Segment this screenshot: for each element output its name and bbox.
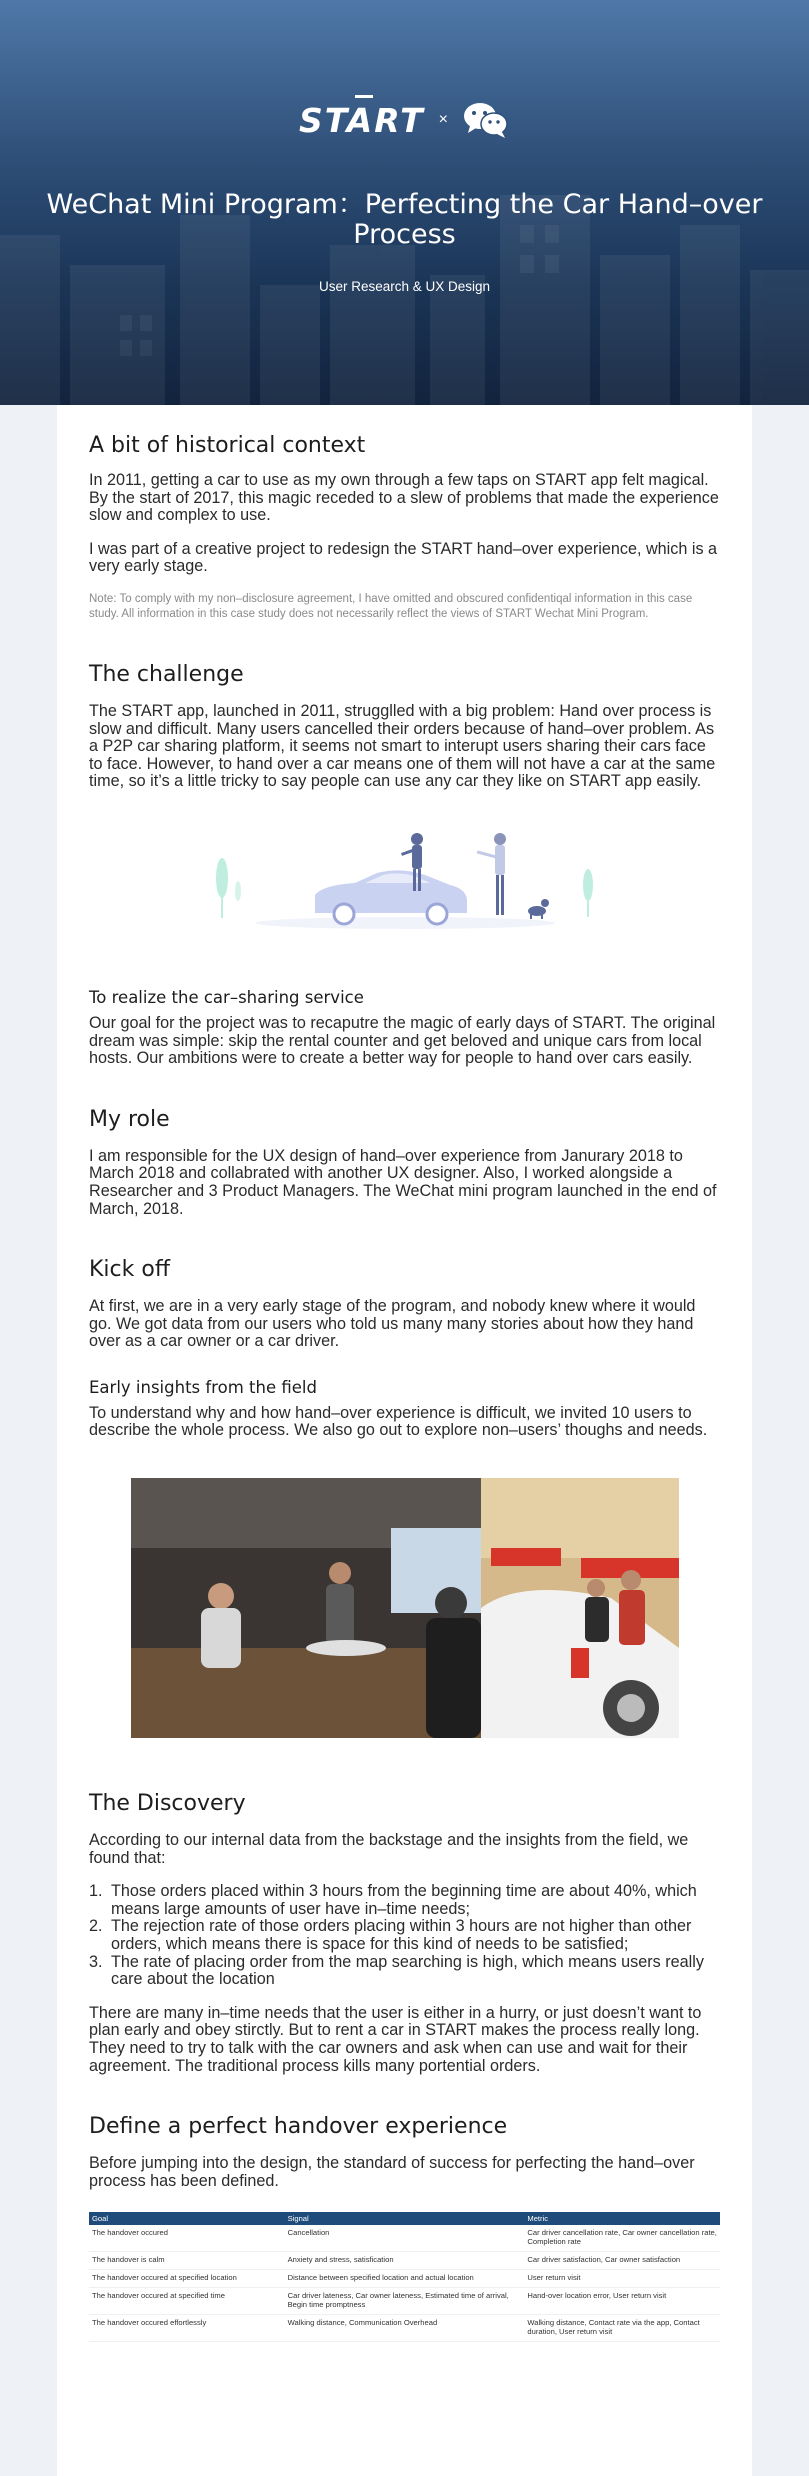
challenge-paragraph: The START app, launched in 2011, strugglled with a big problem: Hand over process is slow and difficult. Many users cancelled their orders because of hand–over problem. As a P2P car sharing platform, it seems not smart to interupt users sharing their cars face to face. However, to hand over a car means one of them will not have a car at the same time, so it’s a little tricky to say people can use any car they like on START app easily.	[89, 701, 716, 791]
field-research-photos	[131, 1478, 679, 1738]
user-interview-photo	[131, 1478, 481, 1738]
success-metrics-table	[89, 2212, 720, 2342]
kickoff-paragraph: At first, we are in a very early stage of the program, and nobody knew where it would go. We got data from our users who told us many many stories about how they hand over as a car owner or a car driver.	[89, 1297, 696, 1351]
section-heading-define: Define a perfect handover experience	[89, 2114, 508, 2140]
page-subtitle: User Research & UX Design	[318, 279, 491, 294]
logo-row	[0, 100, 809, 140]
column-header-metric: Metric	[524, 2212, 720, 2225]
table-header-row	[89, 2212, 720, 2225]
car-illustration	[315, 870, 467, 924]
goal-paragraph: Our goal for the project was to recaputre the magic of early days of START. The original dream was simple: skip the rental counter and get beloved and unique cars from local hosts. Our ambitions were to create a better way for people to hand over cars easily.	[89, 1013, 716, 1068]
page-title: WeChat Mini Program：Perfecting the Car Hand–over Process	[46, 189, 763, 250]
table-row: The handover occured at specified time Car driver lateness, Car owner lateness, Estimated time of arrival, Begin time promptness Hand-over location error, User return visit	[89, 2288, 720, 2315]
section-heading-goal: To realize the car–sharing service	[89, 987, 364, 1007]
dog-icon	[528, 899, 549, 919]
column-header-signal: Signal	[285, 2212, 525, 2225]
discovery-intro: According to our internal data from the backstage and the insights from the field, we found that:	[89, 1831, 689, 1867]
hero-banner	[0, 0, 809, 405]
context-paragraph-2: I was part of a creative project to redesign the START hand–over experience, which is a very early stage.	[89, 539, 718, 576]
table-row: The handover occured at specified location Distance between specified location and actual location User return visit	[89, 2270, 720, 2288]
section-heading-insights: Early insights from the field	[89, 1377, 317, 1397]
list-item: 1. Those orders placed within 3 hours from the beginning time are about 40%, which means large amounts of user have in–time needs;	[89, 1882, 697, 1918]
discovery-paragraph: There are many in–time needs that the user is either in a hurry, or just doesn’t want to plan early and obey stirctly. But to rent a car in START makes the process really long. They need to try to talk with the car owners and ask when can use and wait for their agreement. The traditional process kills many portential orders.	[89, 2003, 702, 2075]
findings-list	[89, 1883, 720, 1989]
section-heading-discovery: The Discovery	[89, 1791, 246, 1817]
table-row: The handover occured Cancellation Car driver cancellation rate, Car owner cancellation rate, Completion rate	[89, 2225, 720, 2252]
section-heading-context: A bit of historical context	[89, 433, 366, 458]
define-paragraph: Before jumping into the design, the standard of success for perfecting the hand–over process has been defined.	[89, 2154, 695, 2190]
section-heading-kickoff: Kick off	[89, 1257, 170, 1283]
list-item: 2. The rejection rate of those orders placing within 3 hours are not higher than other orders, which means there is space for this kind of needs to be satisfied;	[89, 1917, 692, 1954]
start-logo: START	[299, 101, 425, 140]
car-handover-illustration	[205, 823, 605, 943]
section-heading-role: My role	[89, 1106, 170, 1132]
wechat-icon	[462, 100, 510, 140]
column-header-goal: Goal	[89, 2212, 285, 2225]
section-heading-challenge: The challenge	[89, 661, 244, 687]
nda-note: Note: To comply with my non–disclosure agreement, I have omitted and obscured confidentiqal information in this case study. All information in this case study does not necessarily reflect the views of START Wechat Mini Program.	[89, 592, 693, 621]
insights-paragraph: To understand why and how hand–over experience is difficult, we invited 10 users to describe the whole process. We also go out to explore non–users’ thoughs and needs.	[89, 1403, 708, 1440]
context-paragraph-1: In 2011, getting a car to use as my own through a few taps on START app felt magical. By the start of 2017, this magic receded to a slew of problems that made the experience slow and complex to use.	[89, 471, 719, 525]
street-interview-photo	[481, 1478, 679, 1738]
times-symbol: ×	[438, 111, 449, 128]
list-item: 3. The rate of placing order from the map searching is high, which means users really care about the location	[89, 1952, 704, 1989]
role-paragraph: I am responsible for the UX design of hand–over experience from Janurary 2018 to March 2018 and collabrated with another UX designer. Also, I worked alongside a Researcher and 3 Product Managers. The WeChat mini program launched in the end of March, 2018.	[89, 1146, 717, 1218]
article-body	[57, 405, 752, 2476]
table-row: The handover occured effortlessly Walking distance, Communication Overhead Walking distance, Contact rate via the app, Contact duration, User return visit	[89, 2315, 720, 2342]
table-row: The handover is calm Anxiety and stress, satisfication Car driver satisfaction, Car owner satisfaction	[89, 2252, 720, 2270]
